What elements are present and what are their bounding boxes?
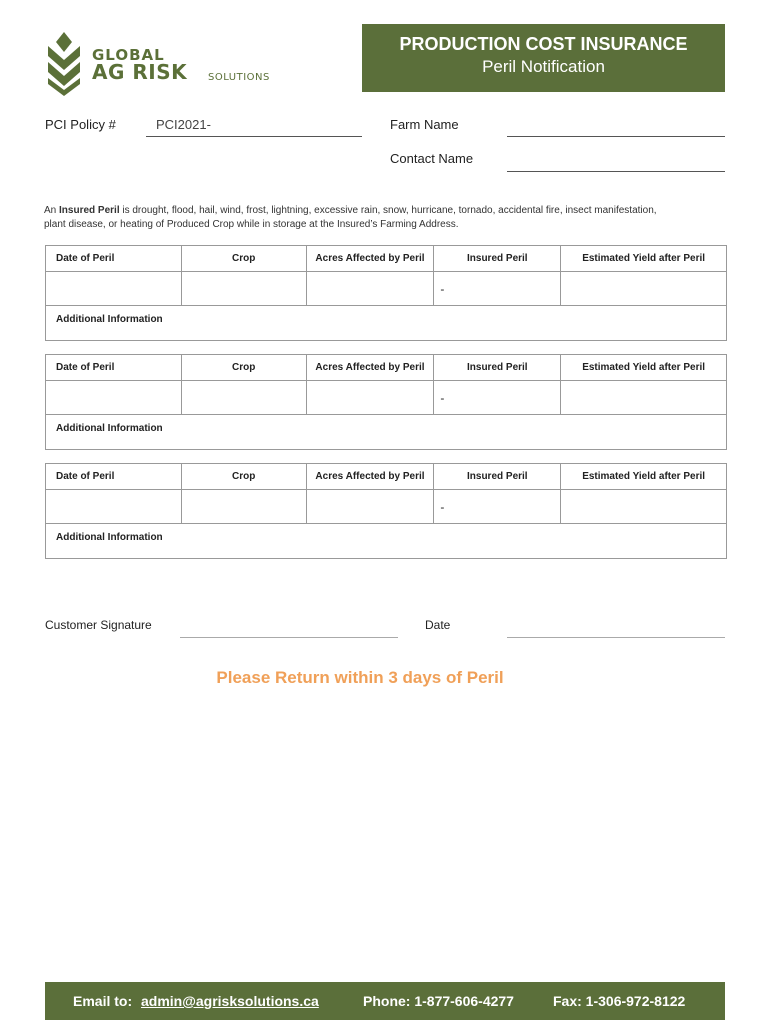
- email-prefix: Email to:: [73, 993, 133, 1009]
- email-link[interactable]: admin@agrisksolutions.ca: [141, 993, 319, 1009]
- logo-text-ag-risk: AG RISK: [92, 60, 188, 84]
- col-date-of-peril: Date of Peril: [46, 355, 182, 381]
- return-deadline-note: Please Return within 3 days of Peril: [216, 668, 504, 687]
- intro-line1: is drought, flood, hail, wind, frost, lightning, excessive rain, snow, hurricane, tornado, accidental fire, insect manifestation,: [119, 205, 657, 216]
- col-estimated-yield: Estimated Yield after Peril: [561, 246, 727, 272]
- col-date-of-peril: Date of Peril: [46, 246, 182, 272]
- insured-peril-definition: [44, 204, 734, 232]
- farm-name-field[interactable]: [507, 136, 725, 137]
- intro-term: Insured Peril: [59, 205, 120, 216]
- intro-prefix: An: [44, 205, 60, 216]
- phone-number: Phone: 1-877-606-4277: [363, 993, 514, 1009]
- date-of-peril-field[interactable]: [46, 490, 182, 524]
- company-logo: [44, 28, 284, 98]
- col-crop: Crop: [181, 355, 306, 381]
- col-crop: Crop: [181, 246, 306, 272]
- customer-signature-field[interactable]: [180, 637, 398, 638]
- acres-affected-field[interactable]: [306, 490, 434, 524]
- col-insured-peril: Insured Peril: [434, 246, 561, 272]
- peril-entry-table-3: [45, 463, 727, 559]
- crop-field[interactable]: [181, 381, 306, 415]
- wheat-logo-icon: [44, 28, 84, 96]
- customer-signature-label: Customer Signature: [45, 618, 152, 632]
- fax-number: Fax: 1-306-972-8122: [553, 993, 686, 1009]
- col-acres-affected: Acres Affected by Peril: [306, 246, 434, 272]
- policy-number-field[interactable]: [146, 136, 362, 137]
- contact-footer: [45, 982, 725, 1020]
- policy-number-label: PCI Policy #: [45, 117, 116, 132]
- acres-affected-field[interactable]: [306, 272, 434, 306]
- estimated-yield-field[interactable]: [561, 381, 727, 415]
- col-estimated-yield: Estimated Yield after Peril: [561, 464, 727, 490]
- contact-name-field[interactable]: [507, 171, 725, 172]
- estimated-yield-field[interactable]: [561, 490, 727, 524]
- date-label: Date: [425, 618, 451, 632]
- peril-entry-table-2: [45, 354, 727, 450]
- form-title: PRODUCTION COST INSURANCE: [399, 34, 688, 54]
- intro-line2: plant disease, or heating of Produced Crop while in storage at the Insured’s Farming Address.: [44, 219, 459, 230]
- farm-name-label: Farm Name: [390, 117, 459, 132]
- col-acres-affected: Acres Affected by Peril: [306, 355, 434, 381]
- form-title-box: [362, 24, 725, 92]
- col-acres-affected: Acres Affected by Peril: [306, 464, 434, 490]
- insured-peril-field[interactable]: -: [434, 490, 561, 524]
- contact-name-label: Contact Name: [390, 151, 474, 166]
- insured-peril-field[interactable]: -: [434, 272, 561, 306]
- additional-information-field[interactable]: Additional Information: [46, 306, 727, 341]
- col-crop: Crop: [181, 464, 306, 490]
- acres-affected-field[interactable]: [306, 381, 434, 415]
- peril-entry-table-1: [45, 245, 727, 341]
- col-date-of-peril: Date of Peril: [46, 464, 182, 490]
- col-insured-peril: Insured Peril: [434, 355, 561, 381]
- signature-date-field[interactable]: [507, 637, 725, 638]
- logo-text-solutions: SOLUTIONS: [208, 72, 270, 83]
- col-insured-peril: Insured Peril: [434, 464, 561, 490]
- additional-information-field[interactable]: Additional Information: [46, 524, 727, 559]
- date-of-peril-field[interactable]: [46, 272, 182, 306]
- col-estimated-yield: Estimated Yield after Peril: [561, 355, 727, 381]
- insured-peril-field[interactable]: -: [434, 381, 561, 415]
- date-of-peril-field[interactable]: [46, 381, 182, 415]
- logo-text-global: GLOBAL: [92, 46, 165, 64]
- estimated-yield-field[interactable]: [561, 272, 727, 306]
- crop-field[interactable]: [181, 272, 306, 306]
- policy-number-value: PCI2021-: [156, 117, 211, 132]
- form-subtitle: Peril Notification: [482, 57, 605, 76]
- additional-information-field[interactable]: Additional Information: [46, 415, 727, 450]
- crop-field[interactable]: [181, 490, 306, 524]
